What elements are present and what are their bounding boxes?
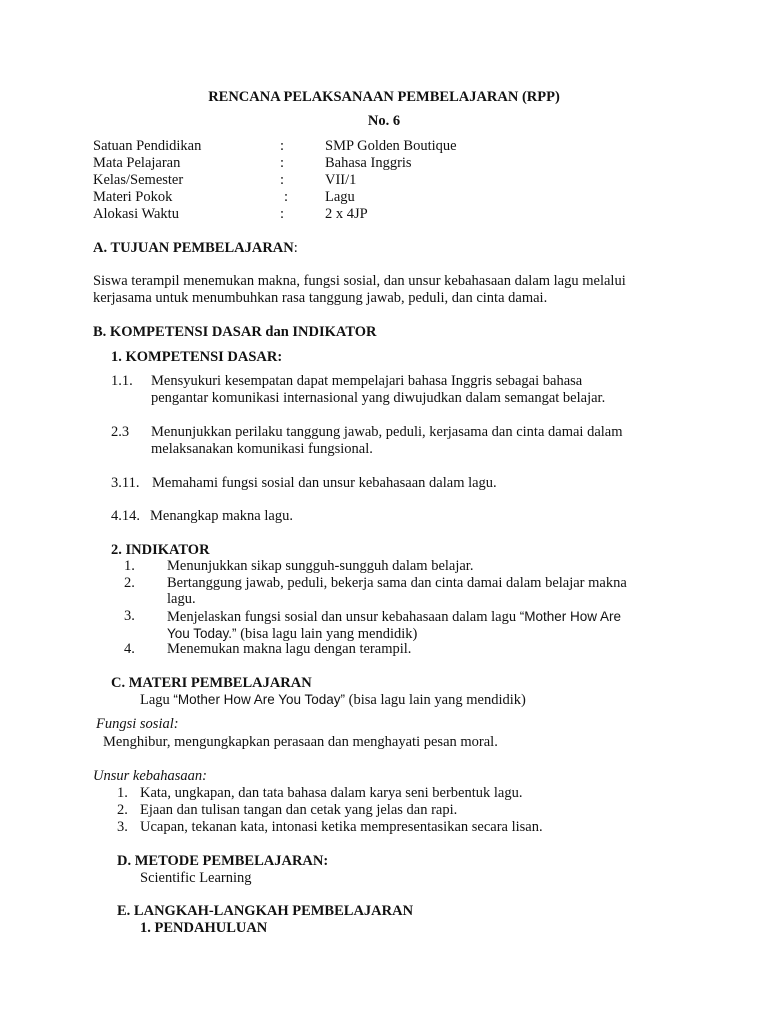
identity-value: 2 x 4JP [325, 206, 368, 222]
section-a-text: Siswa terampil menemukan makna, fungsi sosial, dan unsur kebahasaan dalam lagu melalui [93, 273, 626, 289]
kd-item-text: Memahami fungsi sosial dan unsur kebahasaan dalam lagu. [152, 475, 497, 491]
unsur-text: Kata, ungkapan, dan tata bahasa dalam karya seni berbentuk lagu. [140, 785, 523, 801]
section-a-text: kerjasama untuk menumbuhkan rasa tanggung jawab, peduli, dan cinta damai. [93, 290, 548, 306]
indikator-number: 3. [124, 608, 135, 624]
section-b-heading: B. KOMPETENSI DASAR dan INDIKATOR [93, 324, 377, 340]
identity-label: Mata Pelajaran [93, 155, 181, 171]
kd-item-text: Menunjukkan perilaku tanggung jawab, peduli, kerjasama dan cinta damai dalam [151, 424, 623, 440]
kd-item-number: 4.14. [111, 508, 140, 524]
indikator-text: lagu. [167, 591, 196, 607]
indikator-number: 1. [124, 558, 135, 574]
unsur-kebahasaan-label: Unsur kebahasaan: [93, 768, 207, 784]
kd-item-number: 3.11. [111, 475, 140, 491]
indikator-text: Menunjukkan sikap sungguh-sungguh dalam belajar. [167, 558, 474, 574]
lagu-line: Lagu “Mother How Are You Today” (bisa lagu lain yang mendidik) [140, 692, 526, 708]
kd-item-text: Mensyukuri kesempatan dapat mempelajari bahasa Inggris sebagai bahasa [151, 373, 583, 389]
identity-label: Satuan Pendidikan [93, 138, 202, 154]
section-e-heading: E. LANGKAH-LANGKAH PEMBELAJARAN [117, 903, 414, 919]
fungsi-sosial-text: Menghibur, mengungkapkan perasaan dan menghayati pesan moral. [103, 734, 498, 750]
kd-item-number: 2.3 [111, 424, 130, 440]
unsur-number: 1. [117, 785, 128, 801]
identity-label: Kelas/Semester [93, 172, 184, 188]
kompetensi-dasar-heading: 1. KOMPETENSI DASAR: [111, 349, 283, 365]
kd-item-text: pengantar komunikasi internasional yang diwujudkan dalam semangat belajar. [151, 390, 606, 406]
indikator-number: 2. [124, 575, 135, 591]
unsur-text: Ejaan dan tulisan tangan dan cetak yang jelas dan rapi. [140, 802, 458, 818]
kd-item-text: Menangkap makna lagu. [150, 508, 293, 524]
identity-colon: : [280, 206, 285, 222]
identity-colon: : [280, 155, 285, 171]
indikator-text: Bertanggung jawab, peduli, bekerja sama dan cinta damai dalam belajar makna [167, 575, 627, 591]
indikator-text: Menemukan makna lagu dengan terampil. [167, 641, 412, 657]
unsur-text: Ucapan, tekanan kata, intonasi ketika mempresentasikan secara lisan. [140, 819, 543, 835]
identity-value: SMP Golden Boutique [325, 138, 457, 154]
identity-value: Lagu [325, 189, 355, 205]
kd-item-text: melaksanakan komunikasi fungsional. [151, 441, 373, 457]
identity-label: Materi Pokok [93, 189, 173, 205]
indikator-heading: 2. INDIKATOR [111, 542, 210, 558]
identity-colon: : [284, 189, 289, 205]
section-d-heading: D. METODE PEMBELAJARAN: [117, 853, 329, 869]
section-d-text: Scientific Learning [140, 870, 252, 886]
unsur-number: 3. [117, 819, 128, 835]
pendahuluan-heading: 1. PENDAHULUAN [140, 920, 268, 936]
document-title: RENCANA PELAKSANAAN PEMBELAJARAN (RPP) [208, 89, 560, 105]
identity-colon: : [280, 172, 285, 188]
indikator-number: 4. [124, 641, 135, 657]
identity-value: VII/1 [325, 172, 357, 188]
section-a-heading: A. TUJUAN PEMBELAJARAN: [93, 240, 298, 256]
identity-label: Alokasi Waktu [93, 206, 179, 222]
identity-value: Bahasa Inggris [325, 155, 412, 171]
indikator-text: You Today.” (bisa lagu lain yang mendidik) [167, 626, 418, 642]
indikator-text: Menjelaskan fungsi sosial dan unsur kebahasaan dalam lagu “Mother How Are [167, 609, 622, 625]
document-number: No. 6 [367, 113, 401, 129]
unsur-number: 2. [117, 802, 128, 818]
section-c-heading: C. MATERI PEMBELAJARAN [111, 675, 312, 691]
kd-item-number: 1.1. [111, 373, 133, 389]
identity-colon: : [280, 138, 285, 154]
fungsi-sosial-label: Fungsi sosial: [96, 716, 179, 732]
